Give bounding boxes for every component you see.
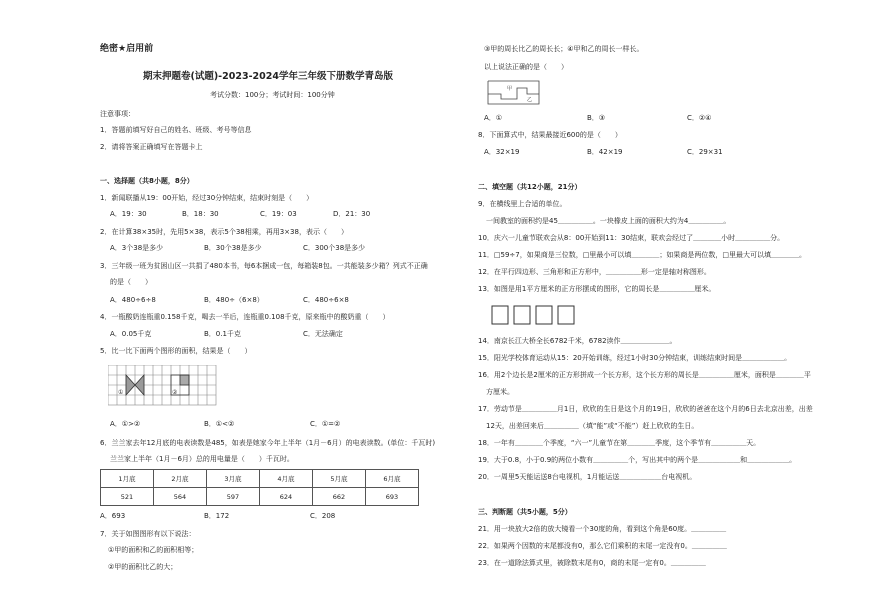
q18-stem: 18．一年有＿＿＿＿个季度，“六一”儿童节在第＿＿＿＿季度，这个季节有＿＿＿＿＿天。 bbox=[478, 439, 761, 447]
q12-stem: 12．在平行四边形、三角形和正方形中，＿＿＿＿＿形一定是轴对称图形。 bbox=[478, 268, 711, 276]
table-row bbox=[101, 488, 419, 506]
document-title: 期末押题卷(试题)-2023-2024学年三年级下册数学青岛版 bbox=[143, 71, 393, 82]
q16-stem-cont: 方厘米。 bbox=[486, 388, 514, 396]
q5-option-a: A．①>② bbox=[110, 420, 141, 428]
q7-statements-3-4: ③甲的周长比乙的周长长；④甲和乙的周长一样长。 bbox=[484, 45, 644, 53]
table-header-cell: 2月底 bbox=[154, 470, 207, 488]
table-header-cell: 5月底 bbox=[313, 470, 366, 488]
q3-stem: 3．三年级一班为贫困山区一共捐了480本书，每6本捆成一包，每箱装8包。一共能装多少箱？列式不正确 bbox=[100, 262, 428, 270]
label-yi: 乙 bbox=[527, 97, 533, 103]
q8-option-a: A．32×19 bbox=[484, 148, 520, 156]
table-cell: 662 bbox=[313, 488, 366, 506]
table-cell: 597 bbox=[207, 488, 260, 506]
table-cell: 693 bbox=[366, 488, 419, 506]
q6-stem: 6．兰兰家去年12月底的电表读数是485，如表是她家今年上半年（1月－6月）的电表读数。(单位：千瓦时) bbox=[100, 439, 436, 447]
figure-one-label: ① bbox=[118, 389, 124, 396]
table-cell: 624 bbox=[260, 488, 313, 506]
section-heading-judge: 三、判断题（共5小题，5分） bbox=[478, 508, 572, 516]
q4-option-a: A．0.05千克 bbox=[110, 330, 152, 338]
q5-stem: 5．比一比下面两个图形的面积，结果是（ ） bbox=[100, 347, 252, 355]
q22-stem: 22．如果两个因数的末尾都没有0，那么它们乘积的末尾一定没有0。＿＿＿＿＿ bbox=[478, 542, 727, 550]
q17-stem-cont: 12天，出差回来后＿＿＿＿＿（填“能”或“不能”）赶上欣欣的生日。 bbox=[486, 422, 699, 430]
table-cell: 564 bbox=[154, 488, 207, 506]
q1-stem: 1．新闻联播从19：00开始，经过30分钟结束，结束时刻是（ ） bbox=[100, 194, 314, 202]
q5-option-c: C．①=② bbox=[310, 420, 341, 428]
area-comparison-figure bbox=[108, 365, 220, 407]
note-1: 1．答题前填写好自己的姓名、班级、考号等信息 bbox=[100, 126, 252, 134]
confidential-mark: 绝密★启用前 bbox=[100, 44, 154, 54]
unit-squares-figure bbox=[491, 305, 577, 327]
q8-option-b: B．42×19 bbox=[587, 148, 623, 156]
q13-stem: 13．如图是用1平方厘米的正方形摆成的图形，它的周长是＿＿＿＿＿厘米。 bbox=[478, 285, 716, 293]
q8-option-c: C．29×31 bbox=[687, 148, 723, 156]
q6-option-a: A．693 bbox=[100, 512, 126, 520]
q21-stem: 21．用一块放大2倍的放大镜看一个30度的角，看到这个角是60度。＿＿＿＿＿ bbox=[478, 525, 727, 533]
q6-option-b: B．172 bbox=[204, 512, 230, 520]
table-cell: 521 bbox=[101, 488, 154, 506]
q4-option-c: C．无法确定 bbox=[303, 330, 343, 338]
q17-stem: 17．劳动节是＿＿＿＿＿月1日，欣欣的生日是这个月的19日，欣欣的爸爸在这个月的6日去北京出差，出差 bbox=[478, 405, 813, 413]
q1-option-d: D．21：30 bbox=[333, 210, 371, 218]
q3-option-b: B．480÷（6×8） bbox=[204, 296, 264, 304]
jia-yi-figure bbox=[487, 80, 541, 106]
q7-statement-2: ②甲的面积比乙的大； bbox=[108, 563, 178, 571]
q3-option-a: A．480÷6÷8 bbox=[110, 296, 156, 304]
q9-stem: 9．在横线里上合适的单位。 bbox=[478, 200, 567, 208]
q2-option-c: C．300个38是多少 bbox=[303, 244, 366, 252]
figure-two-shape bbox=[180, 375, 189, 385]
q19-stem: 19．大于0.8，小于0.9的两位小数有＿＿＿＿＿个，写出其中的两个是＿＿＿＿＿＿和＿＿＿＿＿＿。 bbox=[478, 456, 797, 464]
table-header-cell: 4月底 bbox=[260, 470, 313, 488]
q15-stem: 15．阳光学校体育运动从15：20开始训练，经过1小时30分钟结束，训练结束时间是＿＿＿＿＿＿。 bbox=[478, 354, 792, 362]
q9-blanks: 一间教室的面积约是45＿＿＿＿＿。一块橡皮上面的面积大约为4＿＿＿＿＿。 bbox=[486, 217, 731, 225]
q7-stem: 7．关于如图图形有以下说法： bbox=[100, 530, 196, 538]
q10-stem: 10．庆六一儿童节联欢会从8：00开始到11：30结束，联欢会经过了＿＿＿＿小时＿＿＿＿＿分。 bbox=[478, 234, 785, 242]
q11-stem: 11．□59÷7，如果商是三位数，□里最小可以填＿＿＿＿；如果商是两位数，□里最大可以填＿＿＿＿。 bbox=[478, 251, 806, 259]
q7-option-c: C．②④ bbox=[687, 114, 712, 122]
q6-stem-cont: 兰兰家上半年（1月－6月）总的用电量是（ ）千瓦时。 bbox=[110, 455, 294, 463]
table-header-cell: 3月底 bbox=[207, 470, 260, 488]
q7-statement-1: ①甲的面积和乙的面积相等； bbox=[108, 546, 199, 554]
q1-option-b: B．18：30 bbox=[182, 210, 219, 218]
q20-stem: 20．一周里5天能运送8台电视机，1月能运送＿＿＿＿＿＿台电视机。 bbox=[478, 473, 697, 481]
meter-reading-table bbox=[100, 469, 419, 506]
q4-stem: 4．一瓶酸奶连瓶重0.158千克，喝去一半后，连瓶重0.108千克，原来瓶中的酸奶重（ ） bbox=[100, 313, 390, 321]
q3-option-c: C．480÷6×8 bbox=[303, 296, 349, 304]
q8-stem: 8．下面算式中，结果最接近600的是（ ） bbox=[478, 131, 622, 139]
q14-stem: 14．南京长江大桥全长6782千米，6782读作＿＿＿＿＿＿＿。 bbox=[478, 337, 677, 345]
q1-option-a: A．19：30 bbox=[110, 210, 147, 218]
section-heading-fill: 二、填空题（共12小题，21分） bbox=[478, 183, 582, 191]
note-2: 2．请将答案正确填写在答题卡上 bbox=[100, 143, 203, 151]
exam-info: 考试分数：100分；考试时间：100分钟 bbox=[210, 91, 335, 99]
q2-option-b: B．30个38是多少 bbox=[204, 244, 262, 252]
notes-heading: 注意事项： bbox=[100, 110, 135, 118]
label-jia: 甲 bbox=[507, 86, 513, 92]
q23-stem: 23．在一道除法算式里，被除数末尾有0，商的末尾一定有0。＿＿＿＿＿ bbox=[478, 559, 706, 567]
q4-option-b: B．0.1千克 bbox=[204, 330, 241, 338]
table-header-cell: 1月底 bbox=[101, 470, 154, 488]
figure-two-label: ② bbox=[172, 389, 178, 396]
q2-stem: 2．在计算38×35时，先用5×38，表示5个38相乘，再用3×38，表示（ ） bbox=[100, 228, 348, 236]
q5-option-b: B．①<② bbox=[204, 420, 235, 428]
table-header-row bbox=[101, 470, 419, 488]
q7-option-b: B．③ bbox=[587, 114, 606, 122]
section-heading-choice: 一、选择题（共8小题，8分） bbox=[100, 177, 194, 185]
q1-option-c: C．19：03 bbox=[260, 210, 297, 218]
q6-option-c: C．208 bbox=[310, 512, 336, 520]
q7-ask: 以上说法正确的是（ ） bbox=[484, 63, 568, 71]
q3-stem-cont: 的是（ ） bbox=[110, 278, 152, 286]
q2-option-a: A．3个38是多少 bbox=[110, 244, 164, 252]
q16-stem: 16．用2个边长是2厘米的正方形拼成一个长方形，这个长方形的周长是＿＿＿＿＿厘米，面积是＿＿＿＿平 bbox=[478, 371, 811, 379]
table-header-cell: 6月底 bbox=[366, 470, 419, 488]
q7-option-a: A．① bbox=[484, 114, 503, 122]
